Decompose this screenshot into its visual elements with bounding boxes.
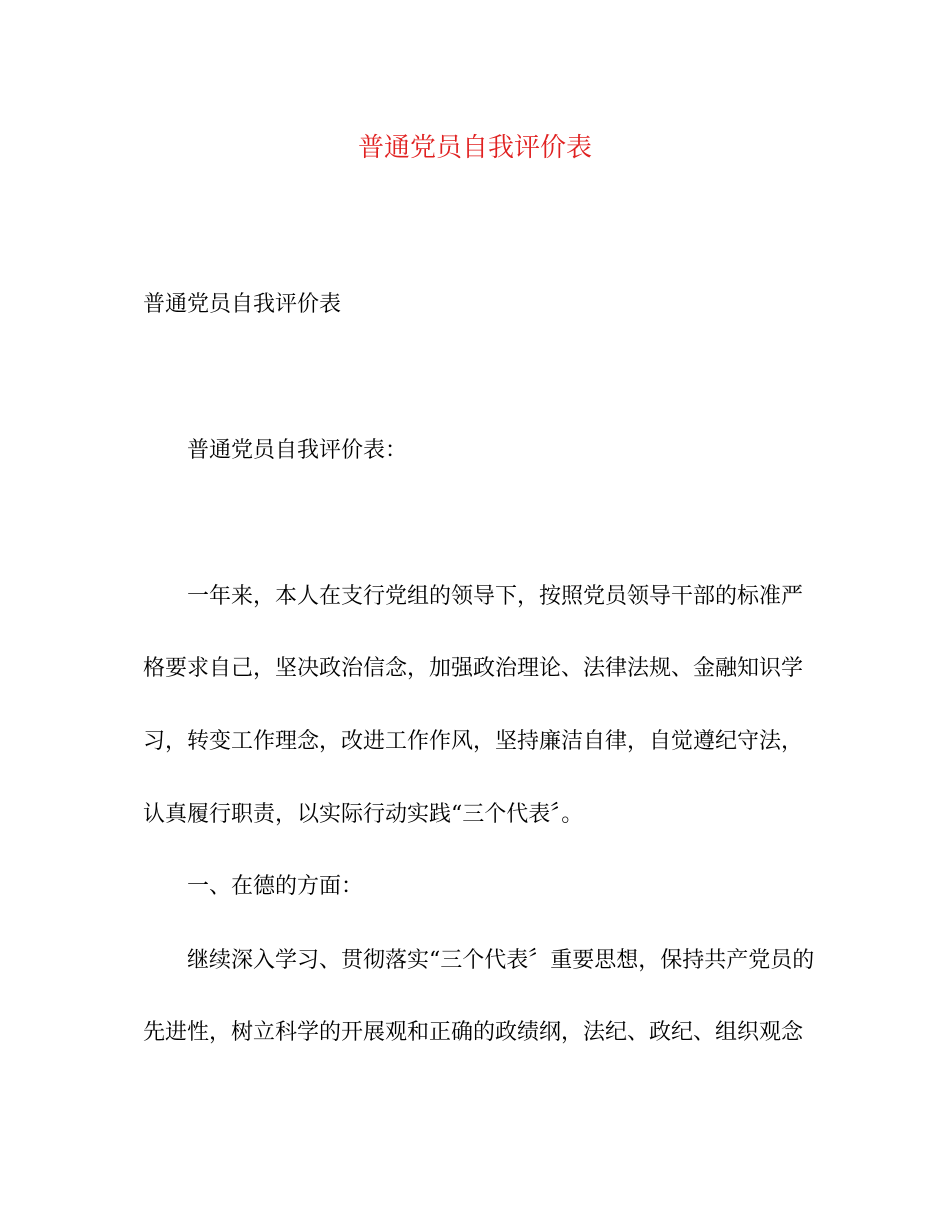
body-line-2: 格要求自己，坚决政治信念，加强政治理论、法律法规、金融知识学: [143, 656, 804, 681]
intro-label: 普通党员自我评价表：: [187, 438, 408, 463]
section-heading: 一、在德的方面：: [187, 874, 364, 899]
body-line-1: 一年来，本人在支行党组的领导下，按照党员领导干部的标准严: [187, 584, 804, 609]
body-line-5: 继续深入学习、贯彻落实“三个代表〞重要思想，保持共产党员的: [187, 948, 815, 973]
document-subtitle: 普通党员自我评价表: [143, 292, 342, 317]
body-line-6: 先进性，树立科学的开展观和正确的政绩纲，法纪、政纪、组织观念: [143, 1020, 804, 1045]
body-line-3: 习，转变工作理念，改进工作作风，坚持廉洁自律，自觉遵纪守法，: [143, 729, 804, 754]
page-title: 普通党员自我评价表: [357, 133, 592, 163]
body-line-4: 认真履行职责，以实际行动实践“三个代表〞。: [143, 802, 584, 827]
